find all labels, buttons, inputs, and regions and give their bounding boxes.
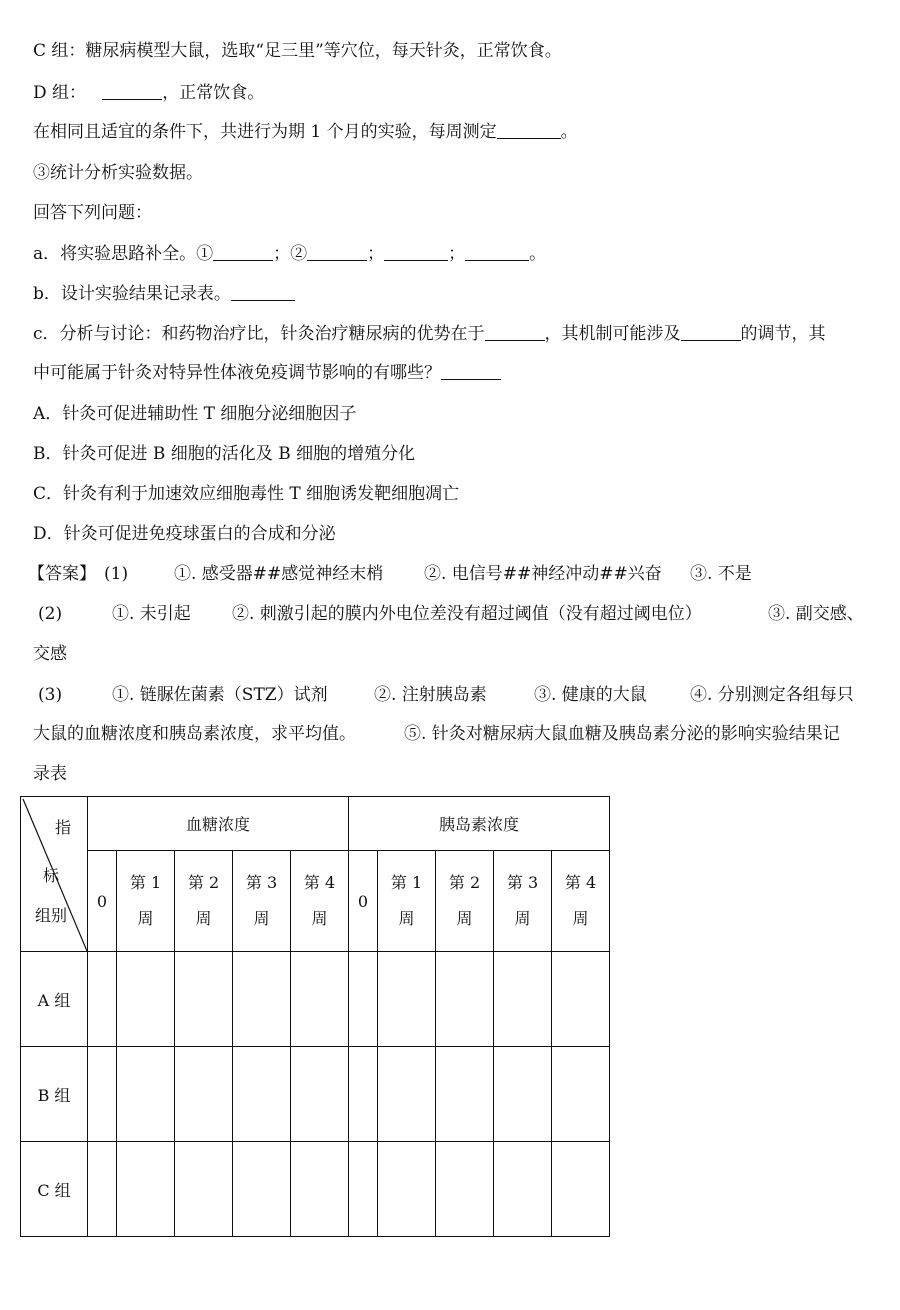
data-cell[interactable] — [552, 1142, 610, 1237]
text-line-group-c: C 组：糖尿病模型大鼠，选取“足三里”等穴位，每天针灸，正常饮食。 — [33, 41, 562, 61]
a-end: 。 — [529, 244, 547, 264]
text-line-c-cont — [33, 362, 501, 384]
c-cont-text: 中可能属于针灸对特异性体液免疫调节影响的有哪些？ — [33, 363, 441, 383]
text-line-c — [33, 323, 826, 345]
group-d-label: D 组： — [33, 83, 87, 103]
answer-2-a: ①. 未引起 — [112, 604, 191, 624]
data-cell[interactable] — [378, 1142, 436, 1237]
answer-2-c: ③. 副交感、 — [768, 604, 864, 624]
row-label-a: A 组 — [21, 952, 88, 1047]
answer-3-a: ①. 链脲佐菌素（STZ）试剂 — [112, 685, 328, 705]
table-corner-cell — [21, 797, 88, 952]
answer-2-num: (2) — [38, 604, 63, 624]
data-cell[interactable] — [88, 1142, 117, 1237]
col-insulin-w4 — [552, 851, 610, 952]
col-glucose-w1 — [117, 851, 175, 952]
data-cell[interactable] — [117, 1142, 175, 1237]
corner-label-1: 指 — [55, 818, 72, 837]
col-week: 周 — [311, 909, 328, 929]
data-cell[interactable] — [552, 952, 610, 1047]
data-cell[interactable] — [233, 952, 291, 1047]
results-record-table — [20, 796, 610, 1237]
row-label-b: B 组 — [21, 1047, 88, 1142]
col-label: 第 1 — [390, 873, 423, 893]
b-prefix: b．设计实验结果记录表。 — [33, 284, 231, 304]
blank-b[interactable] — [231, 284, 295, 301]
data-cell[interactable] — [494, 952, 552, 1047]
col-glucose-0: 0 — [88, 851, 117, 952]
a-sep4: ； — [448, 244, 466, 264]
data-cell[interactable] — [291, 1047, 349, 1142]
data-cell[interactable] — [117, 952, 175, 1047]
col-week: 周 — [572, 909, 589, 929]
col-label: 第 4 — [303, 873, 336, 893]
data-cell[interactable] — [233, 1142, 291, 1237]
col-label: 第 2 — [187, 873, 220, 893]
col-insulin-w3 — [494, 851, 552, 952]
answer-1-num: (1) — [104, 564, 129, 584]
answer-1-a: ①. 感受器##感觉神经末梢 — [174, 564, 384, 584]
corner-label-2: 标 — [43, 866, 60, 885]
col-week: 周 — [195, 909, 212, 929]
col-week: 周 — [456, 909, 473, 929]
blank-a1[interactable] — [213, 244, 273, 261]
data-cell[interactable] — [378, 952, 436, 1047]
a-sep2: ；② — [273, 244, 308, 264]
table-row — [21, 1142, 610, 1237]
c-mid: ，其机制可能涉及 — [544, 324, 681, 344]
blank-measure[interactable] — [497, 122, 561, 139]
col-label: 第 3 — [245, 873, 278, 893]
data-cell[interactable] — [378, 1047, 436, 1142]
group-d-tail: ，正常饮食。 — [162, 83, 265, 103]
option-b: B．针灸可促进 B 细胞的活化及 B 细胞的增殖分化 — [33, 444, 416, 464]
col-label: 第 4 — [564, 873, 597, 893]
col-label: 第 1 — [129, 873, 162, 893]
blank-c3[interactable] — [441, 363, 501, 380]
data-cell[interactable] — [349, 1142, 378, 1237]
c-tail: 的调节，其 — [740, 324, 826, 344]
answer-3-d: ④. 分别测定各组每只 — [690, 685, 854, 705]
text-line-questions: 回答下列问题： — [33, 203, 152, 223]
col-week: 周 — [398, 909, 415, 929]
data-cell[interactable] — [349, 1047, 378, 1142]
a-prefix: a．将实验思路补全。① — [33, 244, 214, 264]
data-cell[interactable] — [175, 1047, 233, 1142]
table-row — [21, 1047, 610, 1142]
answer-2-b: ②. 刺激引起的膜内外电位差没有超过阈值（没有超过阈电位） — [232, 604, 702, 624]
data-cell[interactable] — [552, 1047, 610, 1142]
c-prefix: c．分析与讨论：和药物治疗比，针灸治疗糖尿病的优势在于 — [33, 324, 485, 344]
data-cell[interactable] — [349, 952, 378, 1047]
answer-3-e: ⑤. 针灸对糖尿病大鼠血糖及胰岛素分泌的影响实验结果记 — [404, 724, 840, 744]
blank-a3[interactable] — [384, 244, 448, 261]
answer-3-num: (3) — [38, 685, 63, 705]
row-label-c: C 组 — [21, 1142, 88, 1237]
data-cell[interactable] — [175, 952, 233, 1047]
text-line-conditions — [33, 121, 578, 143]
data-cell[interactable] — [436, 1142, 494, 1237]
data-cell[interactable] — [233, 1047, 291, 1142]
data-cell[interactable] — [88, 1047, 117, 1142]
col-week: 周 — [137, 909, 154, 929]
data-cell[interactable] — [494, 1142, 552, 1237]
conditions-end: 。 — [560, 122, 578, 142]
data-cell[interactable] — [494, 1047, 552, 1142]
data-cell[interactable] — [291, 1142, 349, 1237]
col-insulin-0: 0 — [349, 851, 378, 952]
col-week: 周 — [514, 909, 531, 929]
text-line-b — [33, 283, 295, 305]
conditions-text: 在相同且适宜的条件下，共进行为期 1 个月的实验，每周测定 — [33, 122, 497, 142]
data-cell[interactable] — [117, 1047, 175, 1142]
blank-a2[interactable] — [307, 244, 367, 261]
answer-3-b: ②. 注射胰岛素 — [374, 685, 487, 705]
option-d: D．针灸可促进免疫球蛋白的合成和分泌 — [33, 524, 336, 544]
blank-d-treatment[interactable] — [102, 83, 162, 100]
answer-3-c: ③. 健康的大鼠 — [534, 685, 647, 705]
col-glucose-w2 — [175, 851, 233, 952]
answer-1-c: ③. 不是 — [690, 564, 752, 584]
answer-1-b: ②. 电信号##神经冲动##兴奋 — [424, 564, 662, 584]
col-label: 第 2 — [448, 873, 481, 893]
text-line-group-d — [33, 82, 264, 104]
answer-3-cont1: 大鼠的血糖浓度和胰岛素浓度，求平均值。 — [33, 724, 356, 744]
data-cell[interactable] — [175, 1142, 233, 1237]
corner-label-3: 组别 — [35, 906, 68, 925]
col-glucose-w4 — [291, 851, 349, 952]
data-cell[interactable] — [88, 952, 117, 1047]
table-row — [21, 952, 610, 1047]
data-cell[interactable] — [436, 1047, 494, 1142]
option-a: A．针灸可促进辅助性 T 细胞分泌细胞因子 — [33, 404, 357, 424]
option-c: C．针灸有利于加速效应细胞毒性 T 细胞诱发靶细胞凋亡 — [33, 484, 460, 504]
blank-c2[interactable] — [681, 324, 741, 341]
col-insulin-w2 — [436, 851, 494, 952]
blank-a4[interactable] — [465, 244, 529, 261]
col-insulin-w1 — [378, 851, 436, 952]
col-label: 第 3 — [506, 873, 539, 893]
data-cell[interactable] — [436, 952, 494, 1047]
header-insulin: 胰岛素浓度 — [349, 797, 610, 851]
data-cell[interactable] — [291, 952, 349, 1047]
col-week: 周 — [253, 909, 270, 929]
col-glucose-w3 — [233, 851, 291, 952]
header-blood-glucose: 血糖浓度 — [88, 797, 349, 851]
answer-tag: 【答案】 — [28, 564, 96, 584]
text-line-a — [33, 243, 546, 265]
text-line-step3: ③统计分析实验数据。 — [33, 163, 203, 183]
a-sep3: ； — [367, 244, 385, 264]
blank-c1[interactable] — [485, 324, 545, 341]
answer-3-cont2: 录表 — [33, 764, 67, 784]
answer-2-cont: 交感 — [33, 644, 67, 664]
